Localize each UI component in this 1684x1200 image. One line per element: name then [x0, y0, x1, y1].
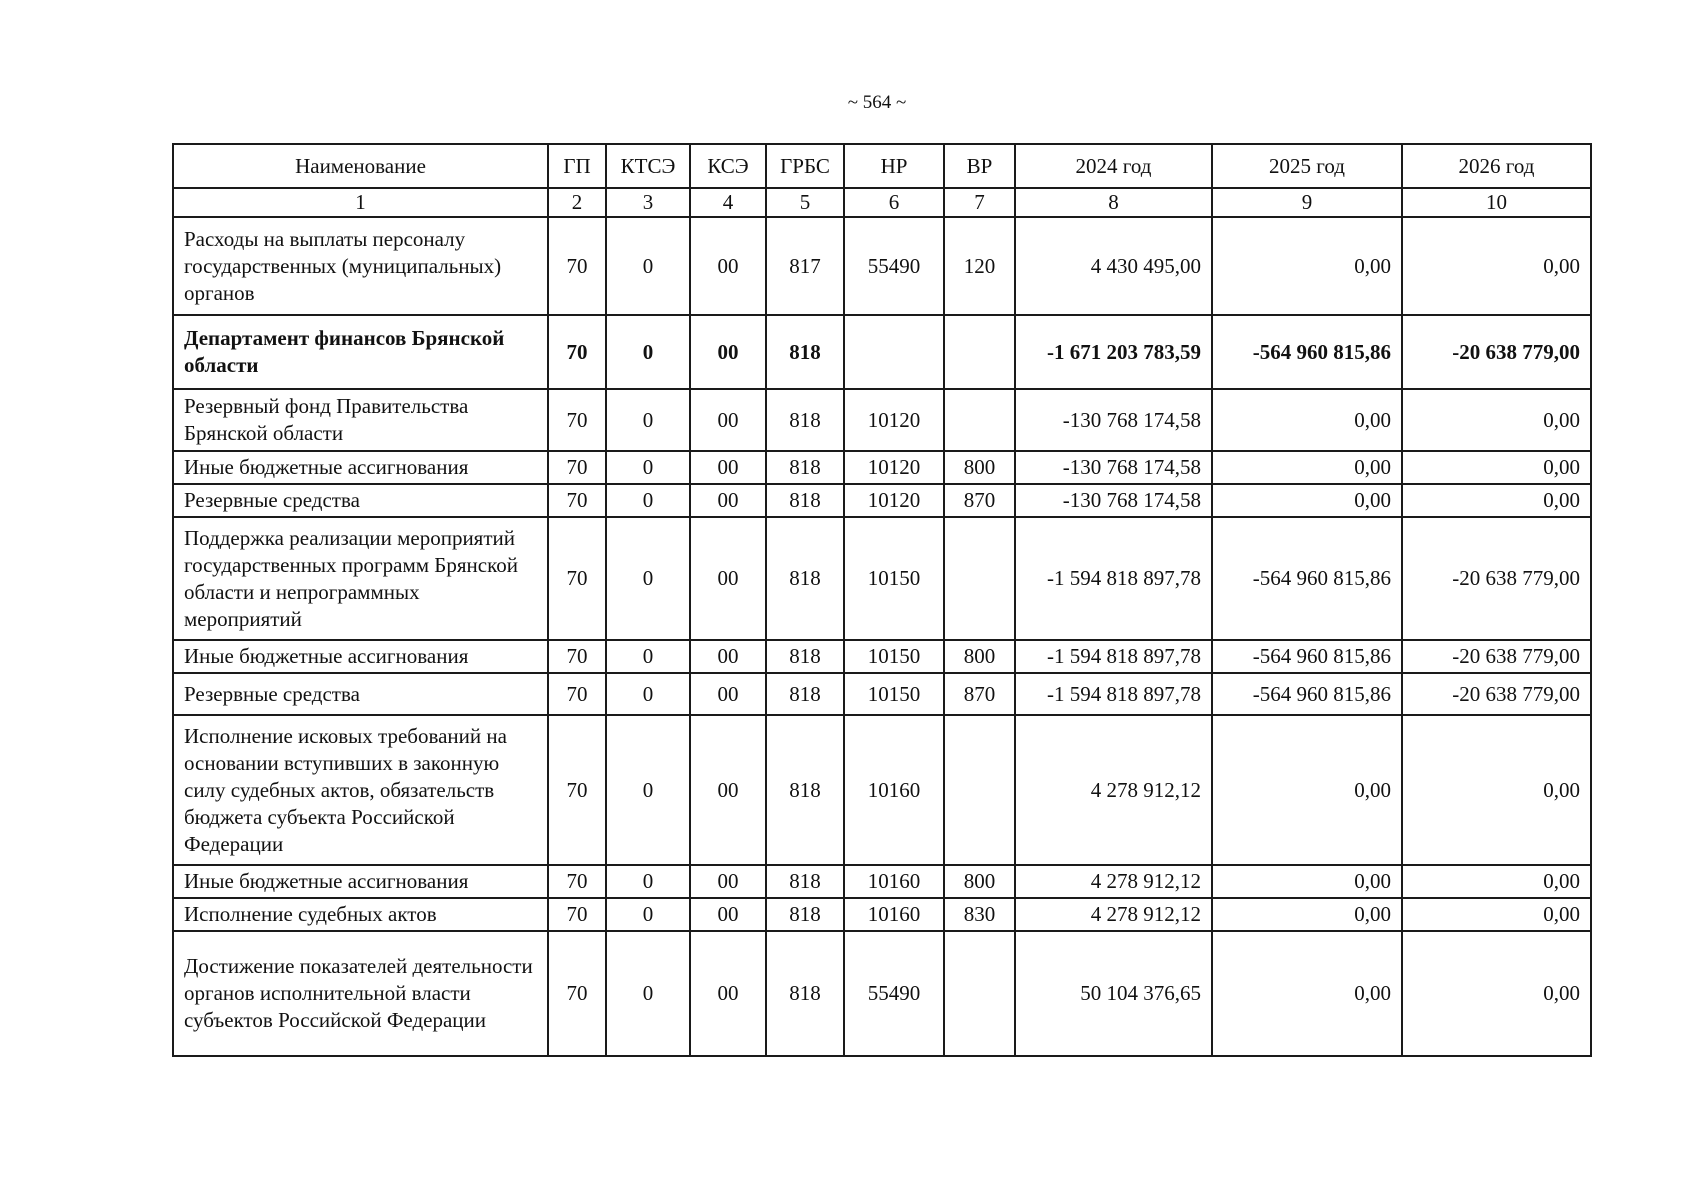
row-2025-cell: 0,00: [1212, 865, 1402, 898]
row-grbs-cell: 818: [766, 640, 844, 673]
row-2025-cell: 0,00: [1212, 389, 1402, 451]
row-nr-cell: 10120: [844, 451, 944, 484]
table-row: [173, 389, 1591, 451]
row-nr-cell: 10160: [844, 715, 944, 865]
row-grbs-cell: 818: [766, 315, 844, 389]
row-vr-cell: 120: [944, 217, 1015, 315]
row-nr-cell: 10150: [844, 640, 944, 673]
row-2025-cell: -564 960 815,86: [1212, 640, 1402, 673]
row-vr-cell: [944, 715, 1015, 865]
row-vr-cell: 800: [944, 451, 1015, 484]
row-2024-cell: 4 278 912,12: [1015, 715, 1212, 865]
row-kse-cell: 00: [690, 931, 766, 1056]
row-2026-cell: 0,00: [1402, 484, 1591, 517]
header-kse: КСЭ: [690, 144, 766, 188]
row-gp-cell: 70: [548, 315, 606, 389]
row-nr-cell: 10150: [844, 673, 944, 715]
row-2025-cell: -564 960 815,86: [1212, 517, 1402, 640]
row-name-cell: Иные бюджетные ассигнования: [173, 865, 548, 898]
row-ktse-cell: 0: [606, 640, 690, 673]
header-ktse: КТСЭ: [606, 144, 690, 188]
row-kse-cell: 00: [690, 673, 766, 715]
row-2024-cell: -1 594 818 897,78: [1015, 517, 1212, 640]
column-number: 7: [944, 188, 1015, 217]
row-2026-cell: 0,00: [1402, 389, 1591, 451]
row-gp-cell: 70: [548, 484, 606, 517]
row-grbs-cell: 818: [766, 451, 844, 484]
table-row: [173, 517, 1591, 640]
row-2025-cell: 0,00: [1212, 715, 1402, 865]
row-nr-cell: [844, 315, 944, 389]
row-nr-cell: 10160: [844, 898, 944, 931]
table-row: [173, 217, 1591, 315]
row-2025-cell: -564 960 815,86: [1212, 673, 1402, 715]
row-2026-cell: 0,00: [1402, 898, 1591, 931]
row-gp-cell: 70: [548, 865, 606, 898]
row-name-cell: Исполнение судебных актов: [173, 898, 548, 931]
row-grbs-cell: 818: [766, 931, 844, 1056]
row-2026-cell: 0,00: [1402, 451, 1591, 484]
column-number: 3: [606, 188, 690, 217]
row-ktse-cell: 0: [606, 451, 690, 484]
row-ktse-cell: 0: [606, 931, 690, 1056]
row-kse-cell: 00: [690, 865, 766, 898]
row-vr-cell: [944, 517, 1015, 640]
row-grbs-cell: 818: [766, 898, 844, 931]
row-ktse-cell: 0: [606, 898, 690, 931]
row-2024-cell: -1 594 818 897,78: [1015, 640, 1212, 673]
header-vr: ВР: [944, 144, 1015, 188]
row-nr-cell: 10120: [844, 389, 944, 451]
table-row: [173, 715, 1591, 865]
column-number: 6: [844, 188, 944, 217]
row-vr-cell: 870: [944, 484, 1015, 517]
row-2026-cell: 0,00: [1402, 715, 1591, 865]
row-2025-cell: 0,00: [1212, 484, 1402, 517]
column-number: 8: [1015, 188, 1212, 217]
row-ktse-cell: 0: [606, 389, 690, 451]
row-gp-cell: 70: [548, 217, 606, 315]
row-kse-cell: 00: [690, 640, 766, 673]
row-name-cell: Резервные средства: [173, 484, 548, 517]
row-gp-cell: 70: [548, 931, 606, 1056]
row-ktse-cell: 0: [606, 484, 690, 517]
header-2024: 2024 год: [1015, 144, 1212, 188]
row-kse-cell: 00: [690, 484, 766, 517]
row-nr-cell: 10160: [844, 865, 944, 898]
row-2024-cell: -130 768 174,58: [1015, 484, 1212, 517]
row-2026-cell: 0,00: [1402, 217, 1591, 315]
column-number: 1: [173, 188, 548, 217]
row-2026-cell: 0,00: [1402, 931, 1591, 1056]
row-vr-cell: 800: [944, 640, 1015, 673]
row-2025-cell: 0,00: [1212, 898, 1402, 931]
row-2024-cell: -1 671 203 783,59: [1015, 315, 1212, 389]
row-2025-cell: 0,00: [1212, 217, 1402, 315]
row-2026-cell: -20 638 779,00: [1402, 315, 1591, 389]
row-vr-cell: 830: [944, 898, 1015, 931]
header-row: [173, 144, 1591, 188]
row-2025-cell: -564 960 815,86: [1212, 315, 1402, 389]
row-2024-cell: -130 768 174,58: [1015, 389, 1212, 451]
column-number: 10: [1402, 188, 1591, 217]
row-gp-cell: 70: [548, 898, 606, 931]
row-nr-cell: 10150: [844, 517, 944, 640]
row-2026-cell: -20 638 779,00: [1402, 673, 1591, 715]
row-name-cell: Иные бюджетные ассигнования: [173, 640, 548, 673]
table-row: [173, 865, 1591, 898]
row-name-cell: Резервные средства: [173, 673, 548, 715]
row-kse-cell: 00: [690, 898, 766, 931]
row-2024-cell: 4 278 912,12: [1015, 865, 1212, 898]
column-number: 9: [1212, 188, 1402, 217]
row-grbs-cell: 818: [766, 865, 844, 898]
table-row: [173, 451, 1591, 484]
row-2024-cell: -1 594 818 897,78: [1015, 673, 1212, 715]
header-2026: 2026 год: [1402, 144, 1591, 188]
column-number-row: [173, 188, 1591, 217]
row-grbs-cell: 818: [766, 715, 844, 865]
column-number: 4: [690, 188, 766, 217]
row-ktse-cell: 0: [606, 217, 690, 315]
row-name-cell: Исполнение исковых требований на основании вступивших в законную силу судебных актов, обязательств бюджета субъекта Российской Федерации: [173, 715, 548, 865]
row-ktse-cell: 0: [606, 865, 690, 898]
budget-table: [172, 143, 1592, 1057]
row-2024-cell: 50 104 376,65: [1015, 931, 1212, 1056]
table-row: [173, 484, 1591, 517]
row-vr-cell: [944, 389, 1015, 451]
row-kse-cell: 00: [690, 517, 766, 640]
row-gp-cell: 70: [548, 451, 606, 484]
column-number: 5: [766, 188, 844, 217]
row-ktse-cell: 0: [606, 715, 690, 865]
row-2026-cell: -20 638 779,00: [1402, 640, 1591, 673]
table-row: [173, 931, 1591, 1056]
row-2024-cell: -130 768 174,58: [1015, 451, 1212, 484]
row-ktse-cell: 0: [606, 673, 690, 715]
table-row: [173, 315, 1591, 389]
table-row: [173, 673, 1591, 715]
row-kse-cell: 00: [690, 451, 766, 484]
row-grbs-cell: 818: [766, 517, 844, 640]
row-grbs-cell: 817: [766, 217, 844, 315]
row-nr-cell: 55490: [844, 931, 944, 1056]
row-2024-cell: 4 430 495,00: [1015, 217, 1212, 315]
page-number: ~ 564 ~: [847, 92, 907, 113]
table-body: [173, 217, 1591, 1056]
row-grbs-cell: 818: [766, 484, 844, 517]
row-ktse-cell: 0: [606, 517, 690, 640]
header-grbs: ГРБС: [766, 144, 844, 188]
row-nr-cell: 10120: [844, 484, 944, 517]
row-nr-cell: 55490: [844, 217, 944, 315]
row-gp-cell: 70: [548, 517, 606, 640]
header-gp: ГП: [548, 144, 606, 188]
row-vr-cell: 870: [944, 673, 1015, 715]
header-2025: 2025 год: [1212, 144, 1402, 188]
row-2025-cell: 0,00: [1212, 451, 1402, 484]
row-grbs-cell: 818: [766, 389, 844, 451]
table-row: [173, 898, 1591, 931]
row-2026-cell: 0,00: [1402, 865, 1591, 898]
row-kse-cell: 00: [690, 715, 766, 865]
row-2026-cell: -20 638 779,00: [1402, 517, 1591, 640]
row-name-cell: Департамент финансов Брянской области: [173, 315, 548, 389]
row-gp-cell: 70: [548, 389, 606, 451]
row-gp-cell: 70: [548, 715, 606, 865]
row-name-cell: Расходы на выплаты персоналу государственных (муниципальных) органов: [173, 217, 548, 315]
row-kse-cell: 00: [690, 389, 766, 451]
row-name-cell: Резервный фонд Правительства Брянской области: [173, 389, 548, 451]
row-vr-cell: 800: [944, 865, 1015, 898]
row-grbs-cell: 818: [766, 673, 844, 715]
header-name: Наименование: [173, 144, 548, 188]
row-2024-cell: 4 278 912,12: [1015, 898, 1212, 931]
row-name-cell: Поддержка реализации мероприятий государственных программ Брянской области и непрограммных мероприятий: [173, 517, 548, 640]
row-name-cell: Достижение показателей деятельности органов исполнительной власти субъектов Российской Федерации: [173, 931, 548, 1056]
row-kse-cell: 00: [690, 315, 766, 389]
row-kse-cell: 00: [690, 217, 766, 315]
column-number: 2: [548, 188, 606, 217]
table-row: [173, 640, 1591, 673]
row-gp-cell: 70: [548, 673, 606, 715]
row-ktse-cell: 0: [606, 315, 690, 389]
row-vr-cell: [944, 315, 1015, 389]
row-name-cell: Иные бюджетные ассигнования: [173, 451, 548, 484]
header-nr: НР: [844, 144, 944, 188]
row-vr-cell: [944, 931, 1015, 1056]
row-gp-cell: 70: [548, 640, 606, 673]
row-2025-cell: 0,00: [1212, 931, 1402, 1056]
